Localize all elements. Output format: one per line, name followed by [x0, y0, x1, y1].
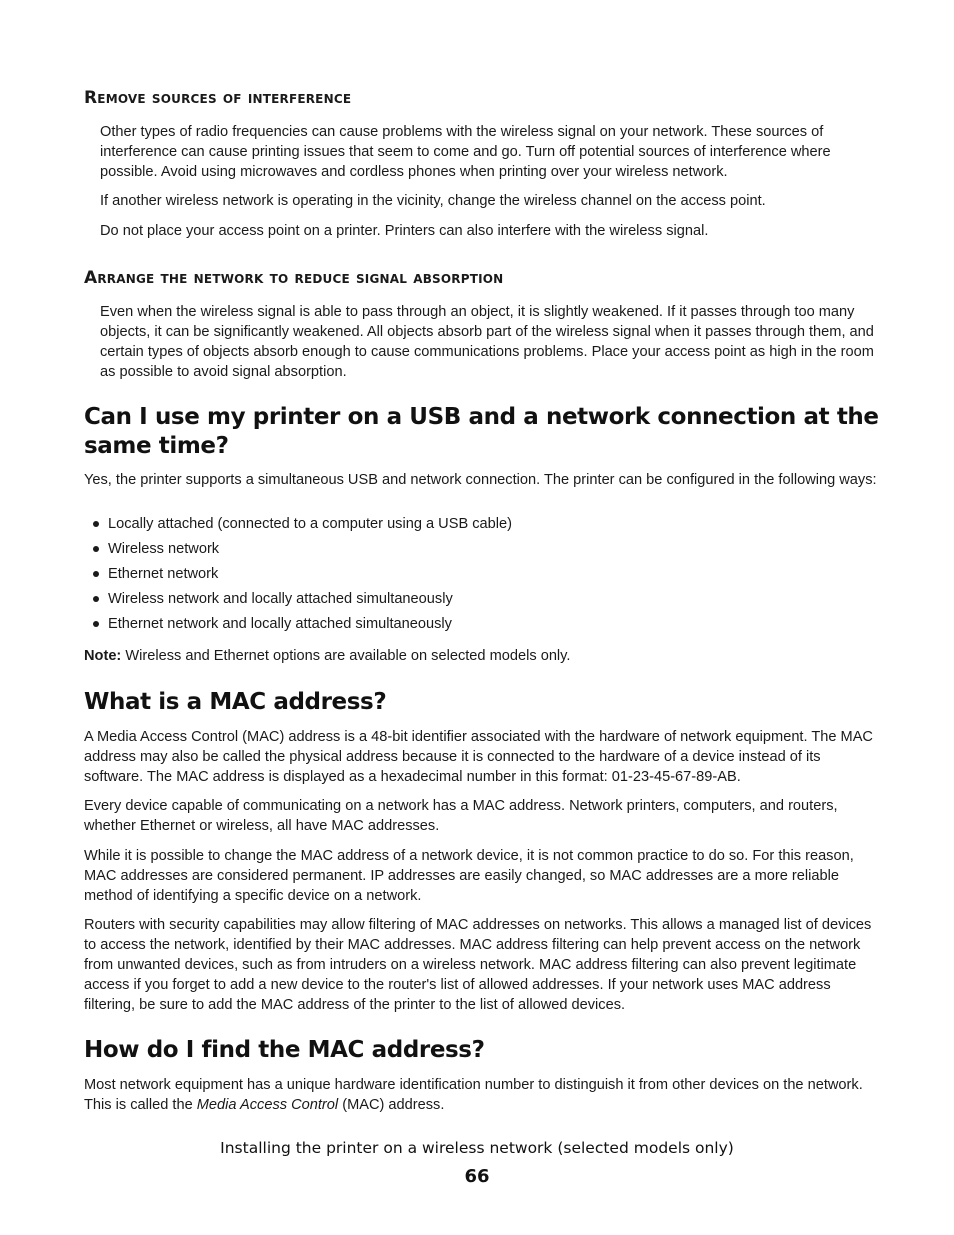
list-item-text: Wireless network: [108, 541, 220, 557]
heading-mac-address: What is a MAC address?: [84, 689, 387, 715]
paragraph-interference-3: Do not place your access point on a printer. Printers can also interfere with the wireless signal.: [100, 223, 709, 239]
find-mac-text-end: (MAC) address.: [338, 1097, 445, 1113]
list-item-text: Wireless network and locally attached simultaneously: [108, 591, 453, 607]
list-item-text: Ethernet network: [108, 566, 219, 582]
paragraph-absorption-1: Even when the wireless signal is able to pass through an object, it is slightly weakened. If it passes through too many objects, it can be significantly weakened. All objects absorb part of the wireless signal when it passes through them, and certain types of objects absorb enough to cause communications problems. Place your access point as high in the room as possible to avoid signal absorption.: [100, 304, 874, 380]
section-heading-absorption: Arrange the network to reduce signal absorption: [84, 268, 504, 288]
bullet-icon: [93, 521, 99, 527]
note-paragraph: [84, 646, 878, 666]
find-mac-term: Media Access Control: [196, 1097, 339, 1113]
footer-chapter-title: Installing the printer on a wireless network (selected models only): [220, 1139, 734, 1157]
paragraph-mac-1: A Media Access Control (MAC) address is a 48-bit identifier associated with the hardware of network equipment. The MAC address may also be called the physical address because it is connected to the hardware of a device instead of its software. The MAC address is displayed as a hexadecimal number in this format: 01-23-45-67-89-AB.: [84, 729, 873, 785]
section-heading-interference: Remove sources of interference: [84, 88, 352, 108]
heading-find-mac: How do I find the MAC address?: [84, 1037, 485, 1063]
note-text: Wireless and Ethernet options are available on selected models only.: [121, 648, 571, 664]
bullet-icon: [93, 621, 99, 627]
heading-usb-network: Can I use my printer on a USB and a network connection at the same time?: [84, 404, 879, 459]
list-item: [84, 614, 512, 639]
connection-options-list: [84, 514, 512, 639]
list-item-text: Locally attached (connected to a computer using a USB cable): [108, 516, 512, 532]
bullet-icon: [93, 571, 99, 577]
bullet-icon: [93, 546, 99, 552]
paragraph-mac-4: Routers with security capabilities may allow filtering of MAC addresses on networks. This allows a managed list of devices to access the network, identified by their MAC addresses. MAC address filtering can help prevent access on the network from unwanted devices, such as from intruders on a wireless network. MAC address filtering can also prevent legitimate access if you forget to add a new device to the router's list of allowed addresses. If your network uses MAC address filtering, be sure to add the MAC address of the printer to the list of allowed devices.: [84, 917, 872, 1013]
list-item: [84, 514, 512, 539]
note-label: Note:: [84, 648, 122, 664]
list-item-text: Ethernet network and locally attached simultaneously: [108, 616, 452, 632]
find-mac-text-start: Most network equipment has a unique hardware identification number to distinguish it from other devices on the network. This is called the: [84, 1077, 863, 1113]
paragraph-interference-1: Other types of radio frequencies can cause problems with the wireless signal on your network. These sources of interference can cause printing issues that seem to come and go. Turn off potential sources of interference where possible. Avoid using microwaves and cordless phones when printing over your wireless network.: [100, 124, 831, 180]
bullet-icon: [93, 596, 99, 602]
list-item: [84, 589, 512, 614]
page-number: 66: [464, 1166, 490, 1187]
list-item: [84, 564, 512, 589]
paragraph-mac-3: While it is possible to change the MAC address of a network device, it is not common practice to do so. For this reason, MAC addresses are considered permanent. IP addresses are easily changed, so MAC addresses are a more reliable method of identifying a specific device on a network.: [84, 848, 854, 904]
paragraph-find-mac: [84, 1075, 878, 1115]
paragraph-usb-intro: Yes, the printer supports a simultaneous USB and network connection. The printer can be configured in the following ways:: [84, 472, 877, 488]
paragraph-mac-2: Every device capable of communicating on a network has a MAC address. Network printers, computers, and routers, whether Ethernet or wireless, all have MAC addresses.: [84, 798, 838, 834]
list-item: [84, 539, 512, 564]
paragraph-interference-2: If another wireless network is operating in the vicinity, change the wireless channel on the access point.: [100, 193, 766, 209]
